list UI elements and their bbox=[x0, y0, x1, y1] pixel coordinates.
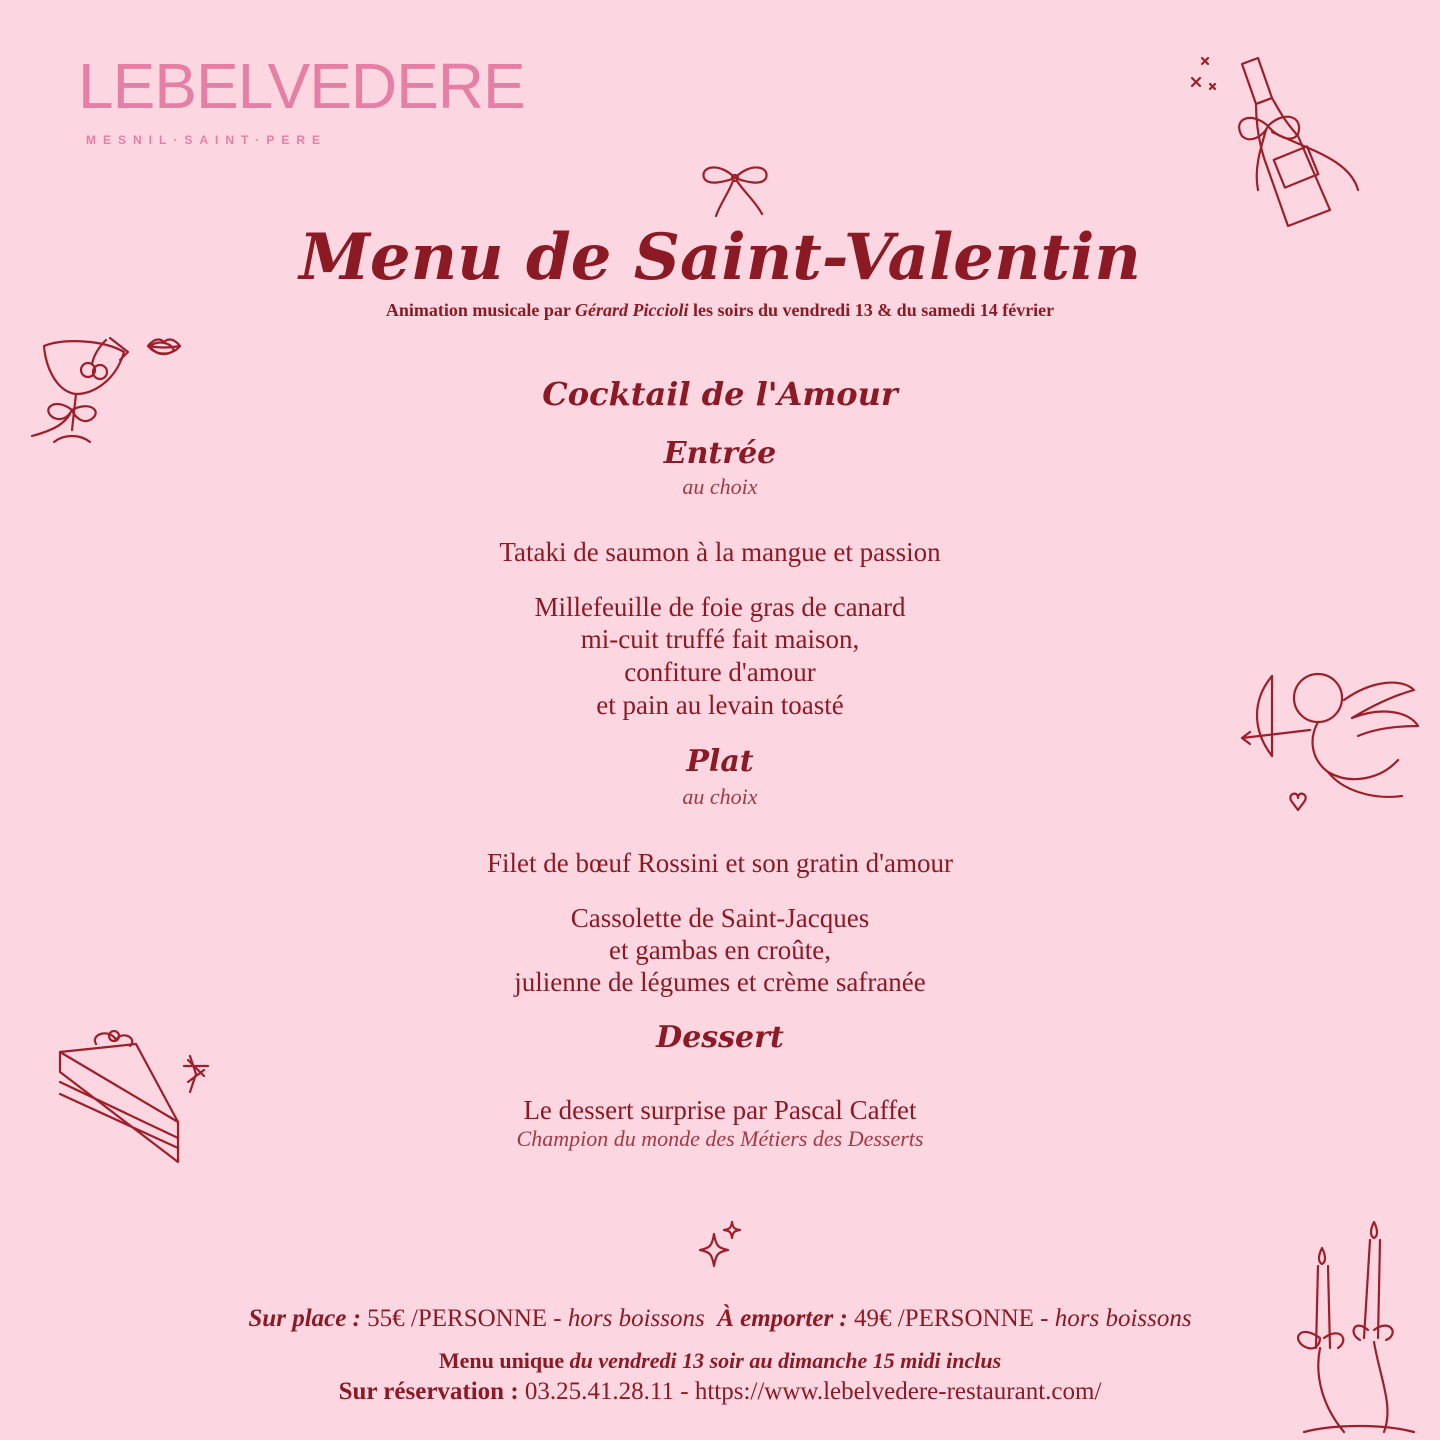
plat-dish-2-line-1: Cassolette de Saint-Jacques bbox=[570, 903, 870, 933]
candles-icon bbox=[1284, 1218, 1434, 1440]
plat-dish-1: Filet de bœuf Rossini et son gratin d'amour bbox=[486, 848, 954, 878]
subtitle-artist: Gérard Piccioli bbox=[575, 300, 689, 320]
sparkle-icon bbox=[694, 1218, 746, 1270]
menu-subtitle bbox=[0, 300, 1440, 321]
subtitle-suffix: les soirs du vendredi 13 & du samedi 14 février bbox=[688, 300, 1055, 320]
subtitle-prefix: Animation musicale par bbox=[385, 300, 576, 320]
plat-dish-2-line-2: et gambas en croûte, bbox=[609, 935, 831, 965]
entree-note: au choix bbox=[682, 474, 758, 499]
takeaway-label: À emporter : bbox=[717, 1305, 848, 1332]
entree-dish-2-line-2: mi-cuit truffé fait maison, bbox=[580, 624, 860, 654]
entree-dish-2-line-1: Millefeuille de foie gras de canard bbox=[534, 592, 906, 622]
cupid-icon bbox=[1232, 660, 1432, 830]
unique-label: Menu unique bbox=[438, 1348, 570, 1373]
champagne-bottle-icon bbox=[1180, 40, 1380, 230]
pricing-line bbox=[0, 1305, 1440, 1333]
availability-line bbox=[0, 1348, 1440, 1374]
unique-dates: du vendredi 13 soir au dimanche 15 midi inclus bbox=[569, 1348, 1002, 1373]
plat-note: au choix bbox=[682, 784, 758, 809]
cake-slice-icon bbox=[46, 1030, 226, 1170]
dessert-heading: Dessert bbox=[656, 1020, 784, 1055]
logo-wordmark: LEBELVEDERE bbox=[78, 50, 525, 122]
reservation-contact: 03.25.41.28.11 - https://www.lebelvedere-restaurant.com/ bbox=[518, 1378, 1102, 1405]
dessert-dish: Le dessert surprise par Pascal Caffet bbox=[523, 1095, 917, 1125]
onsite-note: hors boissons bbox=[567, 1305, 705, 1332]
ribbon-bow-icon bbox=[690, 160, 780, 220]
reservation-label: Sur réservation : bbox=[338, 1378, 519, 1405]
entree-dish-2-line-4: et pain au levain toasté bbox=[596, 690, 844, 720]
plat-heading: Plat bbox=[686, 744, 754, 779]
dessert-note: Champion du monde des Métiers des Desserts bbox=[516, 1126, 924, 1151]
logo-location: MESNIL·SAINT·PERE bbox=[86, 133, 328, 147]
takeaway-note: hors boissons bbox=[1054, 1305, 1192, 1332]
reservation-line bbox=[0, 1378, 1440, 1406]
entree-heading: Entrée bbox=[663, 436, 777, 471]
plat-dish-2-line-3: julienne de légumes et crème safranée bbox=[514, 967, 926, 997]
onsite-label: Sur place : bbox=[248, 1305, 361, 1332]
entree-dish-1: Tataki de saumon à la mangue et passion bbox=[499, 537, 941, 567]
cocktail-heading: Cocktail de l'Amour bbox=[542, 375, 898, 413]
menu-title: Menu de Saint-Valentin bbox=[299, 220, 1141, 295]
entree-dish-2-line-3: confiture d'amour bbox=[624, 657, 816, 687]
onsite-price: 55€ /PERSONNE - bbox=[360, 1305, 568, 1332]
lips-icon bbox=[146, 336, 182, 358]
takeaway-price: 49€ /PERSONNE - bbox=[847, 1305, 1055, 1332]
